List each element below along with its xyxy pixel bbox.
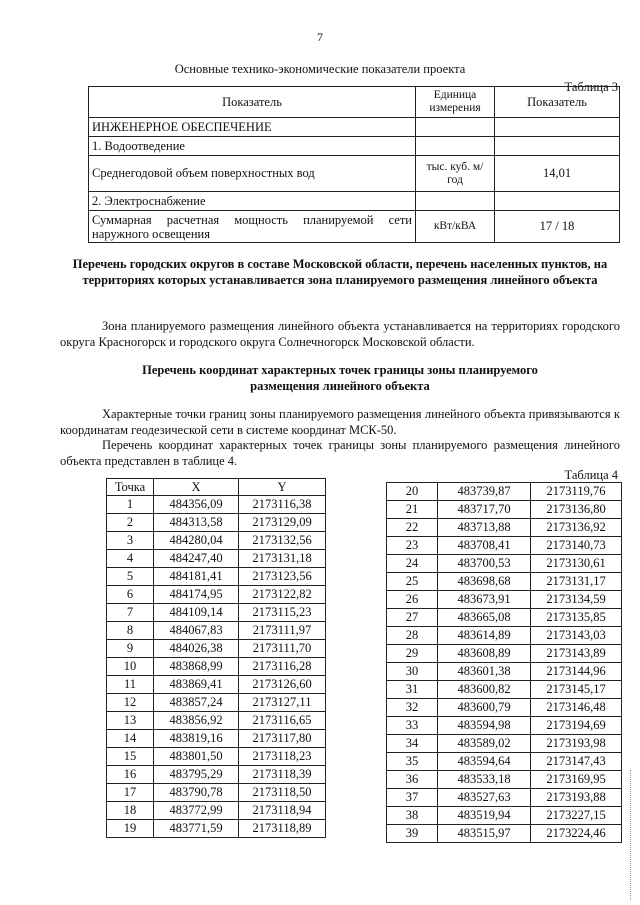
lighting-line1: Суммарная расчетная мощность планируемой сети bbox=[92, 212, 412, 227]
coord-y: 2173147,43 bbox=[531, 753, 622, 771]
coord-x: 484280,04 bbox=[154, 532, 239, 550]
coord-y: 2173118,94 bbox=[239, 802, 326, 820]
coord-x: 483594,98 bbox=[438, 717, 531, 735]
coord-x: 483856,92 bbox=[154, 712, 239, 730]
coord-y: 2173116,28 bbox=[239, 658, 326, 676]
point-number: 16 bbox=[107, 766, 154, 784]
point-number: 24 bbox=[387, 555, 438, 573]
coord-y: 2173145,17 bbox=[531, 681, 622, 699]
table4-label: Таблица 4 bbox=[564, 468, 618, 482]
point-number: 18 bbox=[107, 802, 154, 820]
coord-row bbox=[387, 735, 622, 753]
coord-x: 484109,14 bbox=[154, 604, 239, 622]
coord-y: 2173118,50 bbox=[239, 784, 326, 802]
coord-row bbox=[107, 748, 326, 766]
coord-y: 2173111,97 bbox=[239, 622, 326, 640]
coord-y: 2173134,59 bbox=[531, 591, 622, 609]
coord-row bbox=[387, 771, 622, 789]
coord-y: 2173144,96 bbox=[531, 663, 622, 681]
coord-x: 483665,08 bbox=[438, 609, 531, 627]
point-number: 19 bbox=[107, 820, 154, 838]
coord-row bbox=[387, 807, 622, 825]
row-lighting bbox=[89, 211, 416, 243]
coord-row bbox=[387, 537, 622, 555]
coord-row bbox=[387, 645, 622, 663]
coord-y: 2173169,95 bbox=[531, 771, 622, 789]
coord-x: 483868,99 bbox=[154, 658, 239, 676]
col-y: Y bbox=[239, 479, 326, 496]
coord-row bbox=[387, 681, 622, 699]
point-number: 20 bbox=[387, 483, 438, 501]
coords-table-right bbox=[386, 482, 622, 843]
point-number: 17 bbox=[107, 784, 154, 802]
col-x: X bbox=[154, 479, 239, 496]
coord-y: 2173227,15 bbox=[531, 807, 622, 825]
coord-x: 483739,87 bbox=[438, 483, 531, 501]
coord-y: 2173123,56 bbox=[239, 568, 326, 586]
coord-x: 484026,38 bbox=[154, 640, 239, 658]
point-number: 26 bbox=[387, 591, 438, 609]
coord-x: 483708,41 bbox=[438, 537, 531, 555]
coords-paragraph-2: Перечень координат характерных точек границы зоны планируемого размещения линейного объекта представлен в таблице 4. bbox=[60, 438, 620, 468]
coord-y: 2173135,85 bbox=[531, 609, 622, 627]
coord-y: 2173126,60 bbox=[239, 676, 326, 694]
coord-row bbox=[387, 627, 622, 645]
point-number: 23 bbox=[387, 537, 438, 555]
coord-y: 2173146,48 bbox=[531, 699, 622, 717]
districts-paragraph: Зона планируемого размещения линейного объекта устанавливается на территориях городского округа Красногорск и городского округа Солнечногорск Московской области. bbox=[60, 319, 620, 349]
coord-y: 2173193,98 bbox=[531, 735, 622, 753]
point-number: 10 bbox=[107, 658, 154, 676]
coord-row bbox=[107, 802, 326, 820]
col-unit: Единица измерения bbox=[416, 87, 495, 118]
row-surface-water: Среднегодовой объем поверхностных вод bbox=[89, 156, 416, 192]
point-number: 11 bbox=[107, 676, 154, 694]
surface-water-value: 14,01 bbox=[495, 156, 620, 192]
coord-row bbox=[107, 604, 326, 622]
coord-row bbox=[387, 519, 622, 537]
coord-y: 2173143,03 bbox=[531, 627, 622, 645]
indicators-table bbox=[88, 86, 620, 243]
coord-row bbox=[107, 514, 326, 532]
point-number: 4 bbox=[107, 550, 154, 568]
lighting-value: 17 / 18 bbox=[495, 211, 620, 243]
coord-x: 483673,91 bbox=[438, 591, 531, 609]
coord-row bbox=[107, 820, 326, 838]
coord-x: 483795,29 bbox=[154, 766, 239, 784]
coord-y: 2173119,76 bbox=[531, 483, 622, 501]
col-value: Показатель bbox=[495, 87, 620, 118]
row-power: 2. Электроснабжение bbox=[89, 192, 416, 211]
coord-y: 2173116,38 bbox=[239, 496, 326, 514]
coord-y: 2173127,11 bbox=[239, 694, 326, 712]
coord-row bbox=[387, 699, 622, 717]
point-number: 30 bbox=[387, 663, 438, 681]
point-number: 35 bbox=[387, 753, 438, 771]
coord-x: 483515,97 bbox=[438, 825, 531, 843]
coord-y: 2173140,73 bbox=[531, 537, 622, 555]
coord-row bbox=[387, 789, 622, 807]
coord-y: 2173130,61 bbox=[531, 555, 622, 573]
coord-x: 483771,59 bbox=[154, 820, 239, 838]
point-number: 7 bbox=[107, 604, 154, 622]
point-number: 21 bbox=[387, 501, 438, 519]
coord-row bbox=[107, 712, 326, 730]
districts-heading: Перечень городских округов в составе Московской области, перечень населенных пунктов, на территориях которых устанавливается зона планируемого размещения линейного объекта bbox=[72, 257, 608, 287]
coord-x: 483857,24 bbox=[154, 694, 239, 712]
coord-y: 2173118,89 bbox=[239, 820, 326, 838]
coord-x: 483801,50 bbox=[154, 748, 239, 766]
coord-x: 483614,89 bbox=[438, 627, 531, 645]
coord-x: 483790,78 bbox=[154, 784, 239, 802]
coord-y: 2173115,23 bbox=[239, 604, 326, 622]
row-engineering: ИНЖЕНЕРНОЕ ОБЕСПЕЧЕНИЕ bbox=[89, 118, 416, 137]
coord-y: 2173116,65 bbox=[239, 712, 326, 730]
coord-row bbox=[107, 766, 326, 784]
lighting-line2: наружного освещения bbox=[92, 226, 210, 241]
point-number: 28 bbox=[387, 627, 438, 645]
point-number: 25 bbox=[387, 573, 438, 591]
coord-x: 483700,53 bbox=[438, 555, 531, 573]
coord-y: 2173136,80 bbox=[531, 501, 622, 519]
coord-row bbox=[387, 573, 622, 591]
coord-x: 483713,88 bbox=[438, 519, 531, 537]
coord-y: 2173132,56 bbox=[239, 532, 326, 550]
col-point: Точка bbox=[107, 479, 154, 496]
coord-row bbox=[387, 501, 622, 519]
point-number: 5 bbox=[107, 568, 154, 586]
point-number: 38 bbox=[387, 807, 438, 825]
coord-row bbox=[107, 586, 326, 604]
coord-x: 483589,02 bbox=[438, 735, 531, 753]
coords-heading: Перечень координат характерных точек границы зоны планируемого размещения линейного объекта bbox=[142, 363, 538, 393]
point-number: 9 bbox=[107, 640, 154, 658]
coord-row bbox=[387, 483, 622, 501]
point-number: 34 bbox=[387, 735, 438, 753]
point-number: 8 bbox=[107, 622, 154, 640]
point-number: 6 bbox=[107, 586, 154, 604]
point-number: 15 bbox=[107, 748, 154, 766]
coord-row bbox=[107, 784, 326, 802]
coord-x: 483772,99 bbox=[154, 802, 239, 820]
coord-row bbox=[387, 825, 622, 843]
coord-x: 483600,79 bbox=[438, 699, 531, 717]
point-number: 3 bbox=[107, 532, 154, 550]
coord-y: 2173131,18 bbox=[239, 550, 326, 568]
coord-row bbox=[387, 717, 622, 735]
coord-x: 483819,16 bbox=[154, 730, 239, 748]
point-number: 14 bbox=[107, 730, 154, 748]
point-number: 13 bbox=[107, 712, 154, 730]
coord-y: 2173111,70 bbox=[239, 640, 326, 658]
coord-x: 484356,09 bbox=[154, 496, 239, 514]
point-number: 37 bbox=[387, 789, 438, 807]
point-number: 22 bbox=[387, 519, 438, 537]
coord-x: 483594,64 bbox=[438, 753, 531, 771]
coord-x: 483717,70 bbox=[438, 501, 531, 519]
coord-y: 2173143,89 bbox=[531, 645, 622, 663]
point-number: 32 bbox=[387, 699, 438, 717]
coord-x: 483600,82 bbox=[438, 681, 531, 699]
point-number: 31 bbox=[387, 681, 438, 699]
coord-row bbox=[107, 532, 326, 550]
coord-y: 2173136,92 bbox=[531, 519, 622, 537]
point-number: 29 bbox=[387, 645, 438, 663]
coord-x: 484181,41 bbox=[154, 568, 239, 586]
point-number: 27 bbox=[387, 609, 438, 627]
page-number: 7 bbox=[317, 30, 323, 44]
coord-y: 2173131,17 bbox=[531, 573, 622, 591]
coord-y: 2173118,23 bbox=[239, 748, 326, 766]
coord-y: 2173193,88 bbox=[531, 789, 622, 807]
coord-row bbox=[387, 591, 622, 609]
coord-row bbox=[107, 730, 326, 748]
lighting-unit: кВт/кВА bbox=[416, 211, 495, 243]
coord-x: 483698,68 bbox=[438, 573, 531, 591]
coords-table-left bbox=[106, 478, 326, 838]
coord-x: 483869,41 bbox=[154, 676, 239, 694]
coord-row bbox=[107, 550, 326, 568]
coord-x: 483527,63 bbox=[438, 789, 531, 807]
coord-x: 484247,40 bbox=[154, 550, 239, 568]
coord-x: 484067,83 bbox=[154, 622, 239, 640]
coord-row bbox=[107, 676, 326, 694]
coord-x: 483601,38 bbox=[438, 663, 531, 681]
coord-row bbox=[107, 658, 326, 676]
coord-y: 2173122,82 bbox=[239, 586, 326, 604]
surface-water-unit: тыс. куб. м/год bbox=[416, 156, 495, 192]
coord-row bbox=[107, 640, 326, 658]
page-edge-marks bbox=[630, 770, 634, 900]
section-title: Основные технико-экономические показатели проекта bbox=[174, 62, 466, 76]
coord-row bbox=[387, 609, 622, 627]
coord-row bbox=[107, 568, 326, 586]
coord-y: 2173224,46 bbox=[531, 825, 622, 843]
coord-row bbox=[387, 555, 622, 573]
coord-y: 2173129,09 bbox=[239, 514, 326, 532]
coord-x: 483519,94 bbox=[438, 807, 531, 825]
table3-label: Таблица 3 bbox=[564, 80, 618, 94]
point-number: 12 bbox=[107, 694, 154, 712]
point-number: 39 bbox=[387, 825, 438, 843]
coord-x: 484313,58 bbox=[154, 514, 239, 532]
point-number: 2 bbox=[107, 514, 154, 532]
coord-y: 2173118,39 bbox=[239, 766, 326, 784]
coord-y: 2173117,80 bbox=[239, 730, 326, 748]
coords-paragraph-1: Характерные точки границ зоны планируемого размещения линейного объекта привязываются к координатам геодезической сети в системе координат МСК-50. bbox=[60, 407, 620, 437]
coord-row bbox=[107, 622, 326, 640]
point-number: 36 bbox=[387, 771, 438, 789]
coord-row bbox=[107, 694, 326, 712]
coord-row bbox=[387, 663, 622, 681]
coord-y: 2173194,69 bbox=[531, 717, 622, 735]
coord-x: 483533,18 bbox=[438, 771, 531, 789]
coord-x: 483608,89 bbox=[438, 645, 531, 663]
row-drainage: 1. Водоотведение bbox=[89, 137, 416, 156]
coord-row bbox=[107, 496, 326, 514]
point-number: 1 bbox=[107, 496, 154, 514]
coord-row bbox=[387, 753, 622, 771]
coord-x: 484174,95 bbox=[154, 586, 239, 604]
col-indicator: Показатель bbox=[89, 87, 416, 118]
point-number: 33 bbox=[387, 717, 438, 735]
